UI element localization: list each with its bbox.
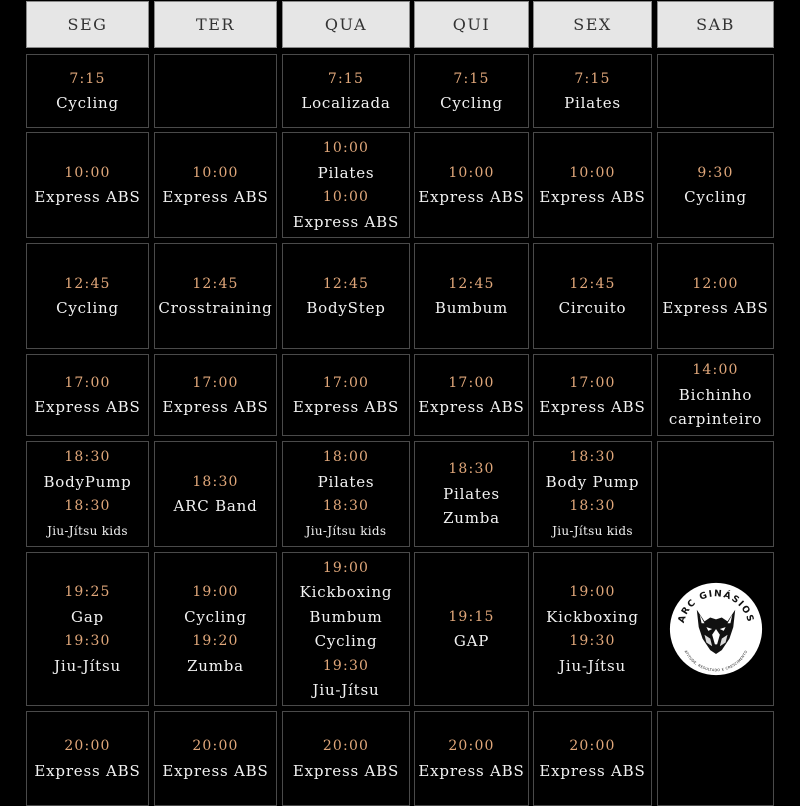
schedule-cell [414, 54, 529, 128]
class-name: Kickboxing [546, 607, 639, 626]
class-name: Express ABS [34, 761, 141, 780]
schedule-cell [657, 132, 774, 238]
class-time: 18:00 [322, 449, 370, 465]
class-name: Express ABS [292, 398, 400, 416]
schedule-cell [657, 243, 774, 349]
class-time: 10:00 [192, 164, 239, 181]
schedule-cell [26, 354, 149, 436]
schedule-cell [414, 132, 529, 238]
class-time: 17:00 [64, 374, 111, 391]
class-time: 12:45 [192, 275, 239, 292]
class-time: 19:00 [569, 584, 616, 600]
class-name: Body Pump [545, 472, 640, 491]
schedule-cell [533, 441, 652, 547]
schedule-cell [657, 354, 774, 436]
class-name: Jiu-Jítsu kids [552, 523, 633, 538]
class-time: 10:00 [322, 140, 370, 156]
class-time: 10:00 [64, 164, 111, 181]
class-time: 18:30 [569, 449, 616, 465]
class-name: ARC Band [173, 497, 258, 515]
schedule-cell [282, 711, 410, 806]
schedule-cell [26, 54, 149, 128]
class-time: 18:30 [448, 461, 495, 478]
schedule-cell [154, 711, 277, 806]
class-name: BodyStep [306, 299, 386, 317]
schedule-cell [282, 243, 410, 349]
class-name: Circuito [558, 299, 627, 317]
schedule-cell [657, 441, 774, 547]
class-name: Kickboxing [299, 583, 393, 601]
schedule-cell [533, 711, 652, 806]
class-name: Express ABS [292, 761, 400, 780]
schedule-cell [657, 54, 774, 128]
logo-cell [657, 552, 774, 706]
logo-tagline: ATITUDE, RESULTADO E CRESCIMENTO [683, 649, 748, 673]
schedule-cell [533, 243, 652, 349]
schedule-cell [26, 441, 149, 547]
class-time: 20:00 [322, 738, 370, 754]
class-name: Crosstraining [158, 299, 273, 317]
class-name: Jiu-Jítsu [54, 656, 121, 675]
schedule-cell [414, 243, 529, 349]
schedule-cell [533, 354, 652, 436]
day-header-ter: TER [154, 1, 277, 48]
class-time: 19:30 [569, 633, 616, 649]
schedule-cell [282, 441, 410, 547]
schedule-cell [414, 552, 529, 706]
class-name: Express ABS [292, 212, 400, 231]
class-time: 19:15 [448, 608, 495, 625]
class-time: 18:30 [569, 498, 616, 514]
class-time: 7:15 [453, 70, 490, 87]
class-time: 20:00 [64, 738, 111, 754]
day-header-qui: QUI [414, 1, 529, 48]
schedule-cell [282, 552, 410, 706]
class-time: 18:30 [64, 498, 111, 514]
class-time: 7:15 [69, 70, 106, 87]
class-name: Express ABS [539, 398, 646, 416]
schedule-cell [414, 441, 529, 547]
schedule-cell [154, 552, 277, 706]
class-time: 14:00 [692, 362, 739, 379]
class-time: 17:00 [322, 374, 370, 391]
class-name: Bumbum [434, 299, 509, 317]
class-name: Bichinho [678, 385, 753, 404]
class-name: GAP [453, 632, 490, 650]
class-time: 17:00 [569, 374, 616, 391]
class-name: Express ABS [34, 188, 141, 206]
class-name: Cycling [56, 94, 119, 112]
class-name: Pilates [317, 472, 375, 491]
schedule-cell [154, 354, 277, 436]
schedule-cell [26, 552, 149, 706]
schedule-cell [414, 711, 529, 806]
class-name: Zumba [443, 509, 500, 528]
class-time: 7:15 [574, 70, 611, 87]
schedule-cell [154, 243, 277, 349]
class-time: 19:25 [64, 584, 111, 600]
class-time: 19:00 [192, 584, 239, 600]
class-time: 12:45 [322, 275, 370, 292]
class-name: Cycling [440, 94, 503, 112]
class-time: 12:00 [692, 275, 739, 292]
schedule-cell [26, 243, 149, 349]
class-time: 20:00 [192, 738, 239, 754]
class-name: Express ABS [162, 761, 269, 780]
class-name: Pilates [317, 163, 375, 182]
schedule-cell [657, 711, 774, 806]
class-name: Zumba [187, 656, 244, 675]
schedule-cell [533, 132, 652, 238]
class-time: 9:30 [697, 164, 734, 181]
day-header-sex: SEX [533, 1, 652, 48]
class-name: Express ABS [34, 398, 141, 416]
class-name: Cycling [314, 632, 378, 650]
class-name: Express ABS [418, 398, 525, 416]
day-header-seg: SEG [26, 1, 149, 48]
class-name: Pilates [564, 94, 621, 112]
schedule-cell [533, 552, 652, 706]
class-name: Bumbum [309, 607, 383, 626]
class-name: Jiu-Jítsu kids [47, 523, 128, 538]
class-time: 12:45 [64, 275, 111, 292]
schedule-cell [282, 132, 410, 238]
schedule-cell [414, 354, 529, 436]
schedule-cell [154, 54, 277, 128]
class-time: 19:30 [64, 633, 111, 649]
class-name: Jiu-Jítsu [559, 656, 626, 675]
schedule-cell [154, 441, 277, 547]
schedule-cell [26, 132, 149, 238]
class-name: Cycling [56, 299, 119, 317]
class-time: 12:45 [569, 275, 616, 292]
class-name: Pilates [443, 484, 500, 503]
class-time: 20:00 [569, 738, 616, 754]
schedule-cell [282, 354, 410, 436]
class-time: 10:00 [569, 164, 616, 181]
logo-name: ARC GINÁSIOS [676, 589, 755, 625]
class-time: 20:00 [448, 738, 495, 754]
class-name: Jiu-Jítsu kids [305, 523, 387, 538]
class-name: BodyPump [43, 472, 132, 491]
schedule-cell [26, 711, 149, 806]
class-time: 17:00 [192, 374, 239, 391]
class-name: Jiu-Jítsu [312, 681, 380, 699]
class-name: Express ABS [418, 761, 525, 780]
class-name: Localizada [301, 94, 391, 112]
class-time: 7:15 [327, 70, 365, 87]
schedule-cell [533, 54, 652, 128]
class-time: 18:30 [64, 449, 111, 465]
class-name: Gap [71, 607, 104, 626]
wolf-logo-icon [668, 581, 764, 677]
class-time: 19:00 [322, 559, 370, 576]
schedule-cell [154, 132, 277, 238]
class-name: Cycling [184, 607, 247, 626]
class-time: 10:00 [322, 189, 370, 205]
class-time: 12:45 [448, 275, 495, 292]
class-name: Cycling [684, 188, 747, 206]
day-header-qua: QUA [282, 1, 410, 48]
class-name: Express ABS [418, 188, 525, 206]
class-name: Express ABS [162, 188, 269, 206]
class-time: 18:30 [322, 498, 370, 514]
class-time: 18:30 [192, 473, 239, 490]
class-name: Express ABS [162, 398, 269, 416]
class-time: 17:00 [448, 374, 495, 391]
schedule-cell [282, 54, 410, 128]
day-header-sab: SAB [657, 1, 774, 48]
class-name: Express ABS [539, 188, 646, 206]
class-name: carpinteiro [668, 410, 763, 429]
class-name: Express ABS [539, 761, 646, 780]
arc-ginasios-logo [658, 553, 773, 705]
class-name: Express ABS [662, 299, 769, 317]
class-time: 19:30 [322, 657, 370, 674]
class-time: 19:20 [192, 633, 239, 649]
class-time: 10:00 [448, 164, 495, 181]
